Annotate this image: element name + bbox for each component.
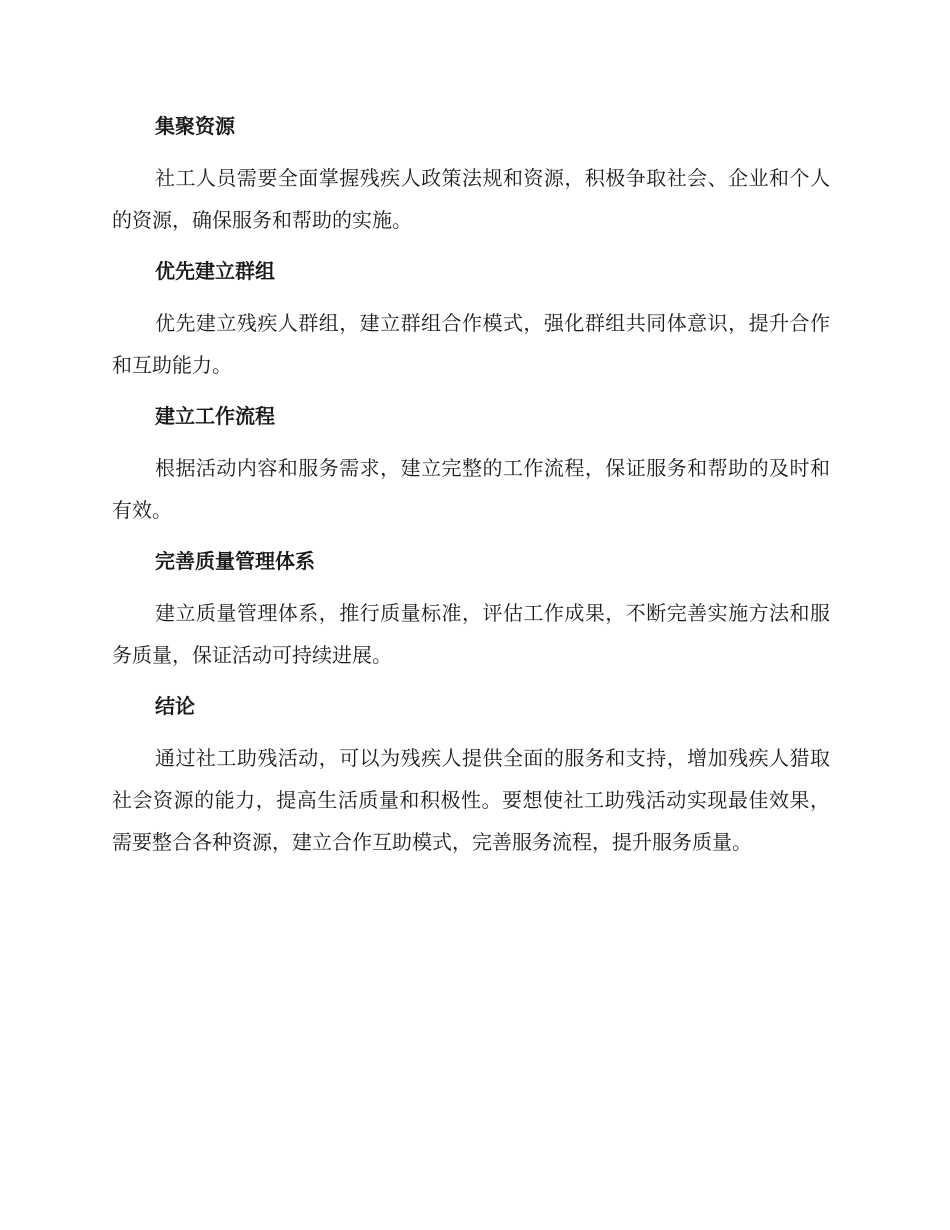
section-heading: 建立工作流程 (155, 404, 275, 428)
section-heading: 结论 (155, 694, 195, 718)
section-quality-management (112, 543, 830, 676)
document-page (112, 108, 830, 875)
section-paragraph: 优先建立残疾人群组，建立群组合作模式，强化群组共同体意识，提升合作和互助能力。 (112, 311, 830, 377)
section-group-building (112, 253, 830, 386)
section-paragraph: 根据活动内容和服务需求，建立完整的工作流程，保证服务和帮助的及时和有效。 (112, 456, 830, 522)
section-paragraph: 通过社工助残活动，可以为残疾人提供全面的服务和支持，增加残疾人猎取社会资源的能力，提高生活质量和积极性。要想使社工助残活动实现最佳效果，需要整合各种资源，建立合作互助模式，完善服务流程，提升服务质量。 (112, 746, 830, 854)
section-heading: 完善质量管理体系 (155, 549, 315, 573)
section-conclusion (112, 688, 830, 863)
section-workflow (112, 398, 830, 531)
section-paragraph: 社工人员需要全面掌握残疾人政策法规和资源，积极争取社会、企业和个人的资源，确保服务和帮助的实施。 (112, 166, 830, 232)
section-resource-gathering (112, 108, 830, 241)
section-paragraph: 建立质量管理体系，推行质量标准，评估工作成果，不断完善实施方法和服务质量，保证活动可持续进展。 (112, 601, 830, 667)
section-heading: 优先建立群组 (155, 259, 275, 283)
section-heading: 集聚资源 (155, 114, 235, 138)
